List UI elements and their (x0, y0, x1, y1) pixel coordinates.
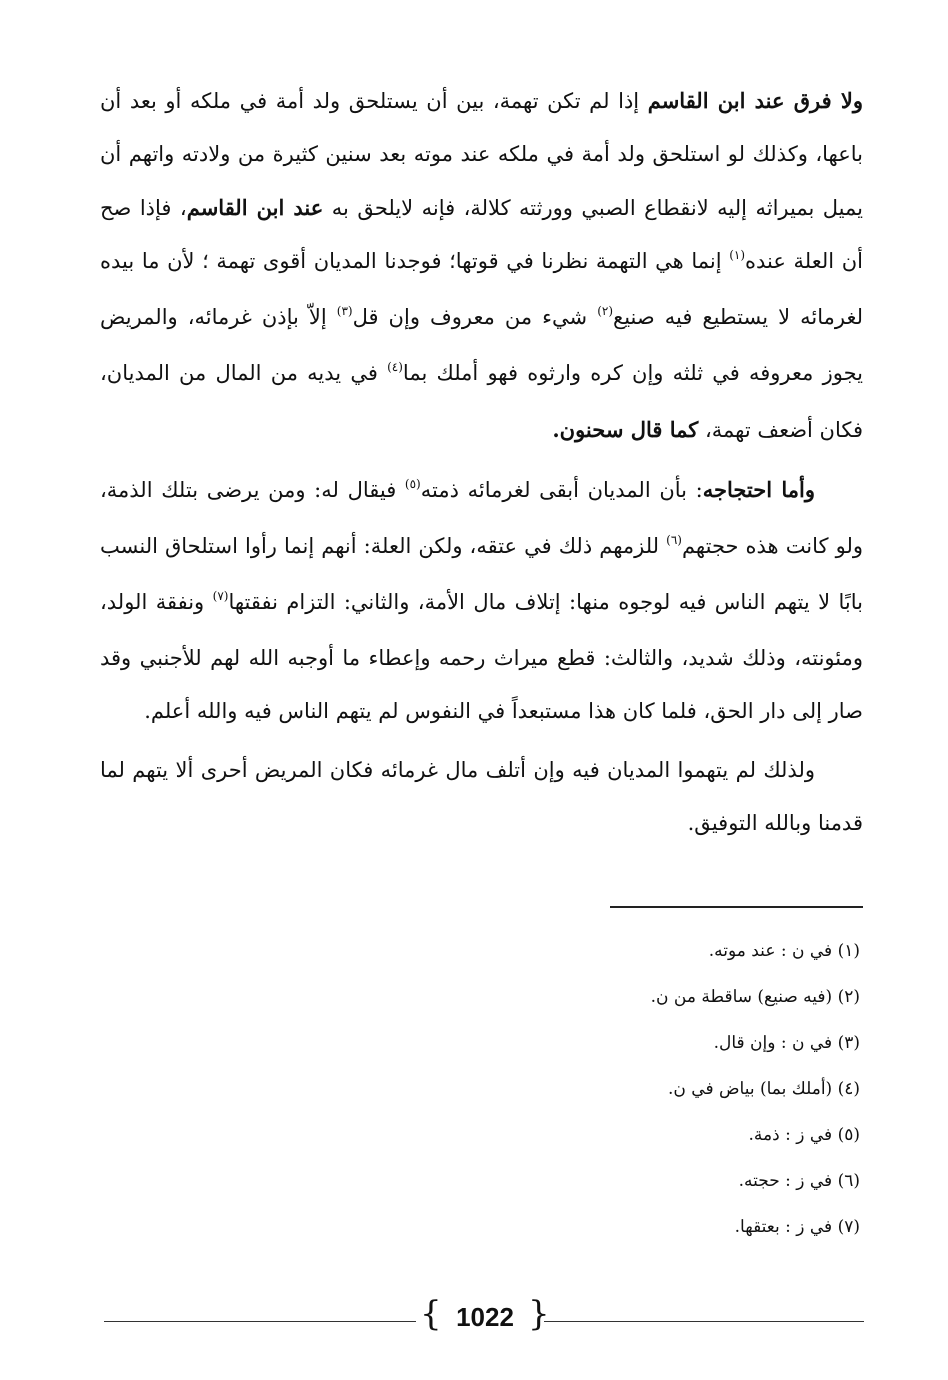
footer-rule-left (104, 1321, 416, 1322)
paragraph-2 (100, 463, 863, 738)
footnote-ref-7: (٧) (212, 589, 229, 603)
text-run: فيقال له: ومن يرضى بتلك الذمة، ولو كانت هذه حجتهم (100, 478, 863, 558)
footnote-ref-6: (٦) (666, 533, 682, 547)
footnote: (٦) في ز : حجته. (738, 1171, 860, 1191)
footnotes (460, 928, 860, 1250)
text-run: في يديه من المال من المديان، فكان أضعف تهمة، (100, 361, 863, 442)
main-text (100, 74, 863, 850)
text-run: إنما هي التهمة نظرنا في قوتها؛ فوجدنا المديان أقوى تهمة ؛ لأن ما بيده لغرمائه لا يستطيع فيه صنيع (100, 249, 863, 329)
text-run: ونفقة الولد، ومئونته، وذلك شديد، والثالث: قطع ميراث رحمه وإعطاء ما أوجبه الله لهم للأجنبي وقد صار إلى دار الحق، فلما كان هذا مستبعداً في النفوس لم يتهم الناس فيه والله أعلم. (100, 590, 863, 723)
bold-phrase: كما قال سحنون. (552, 417, 699, 442)
footnote-ref-4: (٤) (387, 360, 403, 374)
footnote: (٧) في ز : بعتقها. (734, 1217, 860, 1237)
footnote-ref-3: (٣) (336, 304, 353, 318)
text-run: ولذلك لم يتهموا المديان فيه وإن أتلف مال غرمائه فكان المريض أحرى ألا يتهم لما قدمنا وبالله التوفيق. (100, 758, 863, 835)
bold-phrase: عند ابن القاسم (186, 195, 324, 220)
footnote-ref-5: (٥) (404, 477, 421, 491)
footnote-separator (610, 906, 863, 908)
footnote-ref-2: (٢) (597, 304, 614, 318)
footnote: (١) في ن : عند موته. (708, 941, 860, 961)
text-run: : بأن المديان أبقى لغرمائه ذمته (420, 478, 703, 502)
text-run: إلاّ بإذن غرمائه، والمريض يجوز معروفه في ثلثه وإن كره وارثوه فهو أملك بما (100, 305, 863, 385)
text-run: ، فإذا صح أن العلة عنده (100, 196, 863, 273)
page-number: 1022 (456, 1302, 514, 1332)
paragraph-3 (100, 744, 863, 850)
footnote: (٥) في ز : ذمة. (748, 1125, 860, 1145)
footnote: (٢) (فيه صنيع) ساقطة من ن. (650, 987, 860, 1007)
paragraph-1 (100, 74, 863, 457)
text-run: إذا لم تكن تهمة، بين أن يستلحق ولد أمة في ملكه أو بعد أن باعها، وكذلك لو استلحق ولد أمة في ملكه عند موته بعد سنين كثيرة من ولادته واتهم أن يميل بميراثه إليه لانقطاع الصبي وورثته كلالة، فإنه لايلحق به (100, 89, 863, 220)
footnote: (٣) في ن : وإن قال. (713, 1033, 860, 1053)
footer-rule-right (544, 1321, 864, 1322)
bold-phrase: وأما احتجاجه (702, 477, 816, 502)
bold-phrase: ولا فرق عند ابن القاسم (647, 88, 863, 113)
page-number-brace-left: { (420, 1294, 442, 1334)
page-number-brace-right: } (528, 1294, 550, 1334)
footnote-ref-1: (١) (729, 248, 746, 262)
text-run: للزمهم ذلك في عتقه، ولكن العلة: أنهم إنما رأوا استلحاق النسب بابًا لا يتهم الناس فيه لوجوه منها: إتلاف مال الأمة، والثاني: التزام نفقتها (100, 534, 863, 614)
text-run: شيء من معروف وإن قل (352, 305, 598, 329)
footnote: (٤) (أملك بما) بياض في ن. (668, 1079, 860, 1099)
